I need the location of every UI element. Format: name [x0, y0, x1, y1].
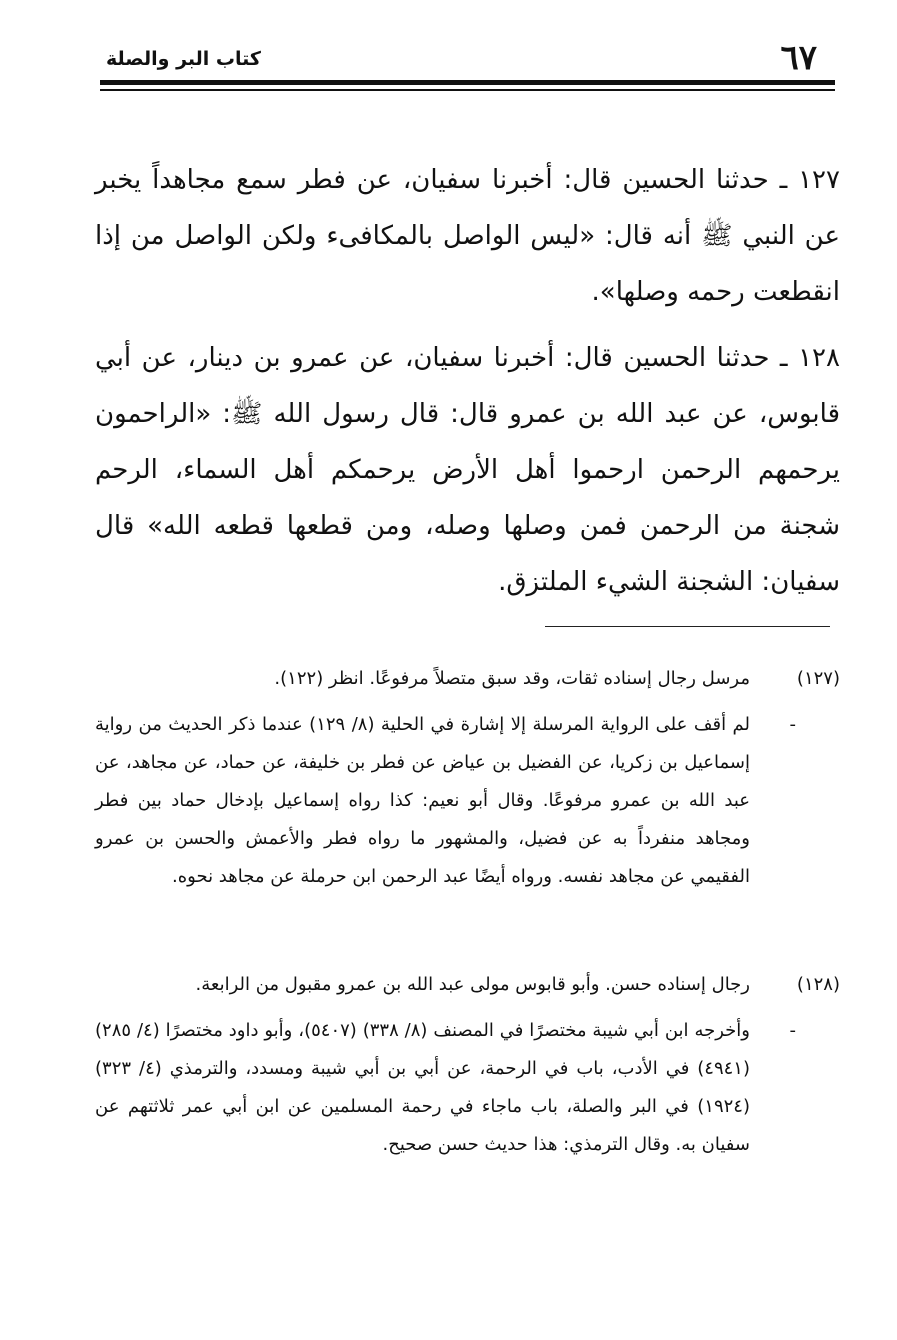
footnote-separator	[545, 626, 830, 627]
running-title: كتاب البر والصلة	[106, 48, 261, 70]
footnote-text: لم أقف على الرواية المرسلة إلا إشارة في الحلية (٨/ ١٢٩) عندما ذكر الحديث من رواية إسماعيل بن زكريا، عن الفضيل بن عياض عن فطر بن خليفة، عن حماد، عن مجاهد، عن عبد الله بن عمرو مرفوعًا. وقال أبو نعيم: كذا رواه إسماعيل بإدخال حماد بين فطر ومجاهد منفرداً به عن فضيل، والمشهور ما رواه فطر والأعمش والحسن بن عمرو الفقيمي عن مجاهد نفسه. ورواه أيضًا عبد الرحمن ابن حرملة عن مجاهد نحوه.	[95, 714, 750, 887]
footnote-marker: (١٢٧)	[796, 668, 840, 689]
hadith-127: ١٢٧ ـ حدثنا الحسين قال: أخبرنا سفيان، عن فطر سمع مجاهداً يخبر عن النبي ﷺ أنه قال: «ليس الواصل بالمكافىء ولكن الواصل من إذا انقطعت رحمه وصلها».	[95, 165, 840, 307]
footnote-128	[95, 966, 840, 1004]
header-rule-thick	[100, 80, 835, 85]
footnote-127	[95, 660, 840, 698]
footnote-marker: (١٢٨)	[796, 974, 840, 995]
footnote-dash: -	[789, 714, 796, 735]
header-rule-thin	[100, 89, 835, 91]
page-number: ٦٧	[780, 38, 817, 78]
footnote-text: وأخرجه ابن أبي شيبة مختصرًا في المصنف (٨/ ٣٣٨) (٥٤٠٧)، وأبو داود مختصرًا (٤/ ٢٨٥) (٤٩٤١) في الأدب، باب في الرحمة، عن أبي بن أبي شيبة ومسدد، والترمذي (٤/ ٣٢٣) (١٩٢٤) في البر والصلة، باب ماجاء في رحمة المسلمين عن ابن أبي عمر ثلاثتهم عن سفيان به. وقال الترمذي: هذا حديث حسن صحيح.	[95, 1020, 750, 1155]
footnote-text: رجال إسناده حسن. وأبو قابوس مولى عبد الله بن عمرو مقبول من الرابعة.	[195, 974, 750, 995]
hadith-128: ١٢٨ ـ حدثنا الحسين قال: أخبرنا سفيان، عن عمرو بن دينار، عن أبي قابوس، عن عبد الله بن عمرو قال: قال رسول الله ﷺ: «الراحمون يرحمهم الرحمن ارحموا أهل الأرض يرحمكم أهل السماء، الرحم شجنة من الرحمن فمن وصلها وصله، ومن قطعها قطعه الله» قال سفيان: الشجنة الشيء الملتزق.	[95, 343, 840, 597]
footnote-127-detail	[95, 706, 840, 896]
footnote-128-detail	[95, 1012, 840, 1164]
footnote-dash: -	[789, 1020, 796, 1041]
footnote-text: مرسل رجال إسناده ثقات، وقد سبق متصلاً مرفوعًا. انظر (١٢٢).	[274, 668, 750, 689]
